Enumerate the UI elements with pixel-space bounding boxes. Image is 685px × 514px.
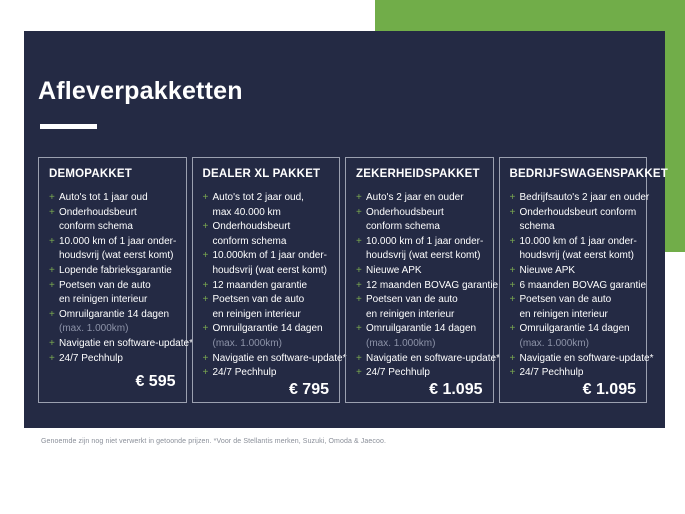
- package-price: € 1.095: [582, 380, 636, 398]
- feature-item: [203, 191, 332, 220]
- feature-line: 10.000 km of 1 jaar onder-: [519, 235, 637, 247]
- feature-text: [59, 337, 193, 352]
- feature-text: [366, 352, 500, 367]
- feature-item: [49, 191, 178, 206]
- feature-line: Navigatie en software-update*: [59, 337, 193, 349]
- feature-item: [203, 322, 332, 351]
- feature-item: [510, 264, 639, 279]
- feature-text: [213, 249, 332, 278]
- package-title: DEMOPAKKET: [49, 168, 132, 180]
- feature-text: [366, 293, 485, 322]
- feature-line: 12 maanden BOVAG garantie: [366, 279, 499, 291]
- plus-icon: +: [356, 294, 362, 306]
- feature-line: max 40.000 km: [212, 206, 281, 218]
- feature-item: [509, 279, 647, 294]
- feature-text: [212, 352, 347, 367]
- feature-item: [49, 235, 178, 264]
- feature-item: [356, 352, 500, 367]
- feature-line: Omruilgarantie 14 dagen: [59, 308, 170, 320]
- plus-icon: +: [356, 352, 362, 364]
- packages-panel: [24, 31, 668, 428]
- feature-line: conform schema: [212, 235, 287, 247]
- feature-text: [59, 191, 178, 206]
- plus-icon: +: [202, 323, 209, 335]
- package-price: € 595: [135, 373, 176, 390]
- package-feature-list: [356, 191, 500, 381]
- feature-text: [213, 191, 332, 220]
- feature-item: [510, 366, 639, 381]
- feature-text: [366, 279, 499, 294]
- package-card: [38, 157, 193, 403]
- feature-text: [366, 264, 485, 279]
- feature-text: [366, 322, 485, 351]
- feature-item: [203, 279, 332, 294]
- feature-line: Omruilgarantie 14 dagen: [212, 323, 323, 335]
- plus-icon: +: [356, 235, 362, 247]
- feature-text: [59, 206, 178, 235]
- feature-text: [366, 366, 485, 381]
- feature-line: Poetsen van de auto: [519, 294, 612, 306]
- plus-icon: +: [202, 221, 209, 233]
- feature-line: en reinigen interieur: [366, 308, 455, 320]
- package-title: ZEKERHEIDSPAKKET: [356, 168, 480, 180]
- feature-item: [356, 235, 485, 264]
- feature-line: houdsvrij (wat eerst komt): [212, 264, 327, 276]
- feature-item: [203, 293, 332, 322]
- feature-line: Onderhoudsbeurt conform: [519, 206, 637, 218]
- plus-icon: +: [509, 264, 516, 276]
- feature-line: Omruilgarantie 14 dagen: [366, 323, 477, 335]
- feature-item: [509, 352, 654, 367]
- package-card: [192, 157, 347, 403]
- feature-item: [509, 191, 650, 206]
- plus-icon: +: [509, 279, 516, 291]
- footnote-text: Genoemde zijn nog niet verwerkt in getoonde prijzen. *Voor de Stellantis merken, Suzuki, Omoda & Jaecoo.: [41, 438, 387, 445]
- feature-line: (max. 1.000km): [519, 337, 589, 349]
- feature-line: Auto's 2 jaar en ouder: [366, 192, 464, 203]
- plus-icon: +: [356, 192, 362, 203]
- feature-line: Lopende fabrieksgarantie: [59, 264, 172, 276]
- plus-icon: +: [49, 279, 55, 291]
- plus-icon: +: [49, 206, 55, 218]
- package-feature-list: [509, 191, 654, 381]
- feature-item: [49, 264, 178, 279]
- feature-line: (max. 1.000km): [212, 337, 282, 349]
- package-title: BEDRIJFSWAGENSPAKKET: [509, 168, 668, 180]
- plus-icon: +: [49, 264, 55, 276]
- feature-text: [519, 279, 647, 294]
- plus-icon: +: [356, 367, 362, 379]
- feature-item: [203, 220, 332, 249]
- feature-text: [520, 293, 639, 322]
- feature-text: [520, 322, 639, 351]
- title-underline: [40, 124, 97, 129]
- feature-line: Navigatie en software-update*: [519, 352, 654, 364]
- feature-line: Poetsen van de auto: [59, 279, 151, 291]
- feature-text: [520, 366, 639, 381]
- feature-text: [59, 279, 178, 308]
- feature-line: Navigatie en software-update*: [212, 352, 347, 364]
- package-feature-list: [49, 191, 193, 366]
- feature-text: [519, 352, 654, 367]
- package-card: [345, 157, 500, 403]
- feature-item: [510, 293, 639, 322]
- feature-line: Nieuwe APK: [366, 264, 422, 276]
- package-cards-row: [38, 157, 668, 403]
- feature-line: Nieuwe APK: [519, 264, 576, 276]
- feature-text: [520, 235, 639, 264]
- plus-icon: +: [49, 192, 55, 203]
- feature-text: [520, 264, 639, 279]
- feature-item: [203, 249, 332, 278]
- plus-icon: +: [202, 279, 209, 291]
- feature-line: 10.000 km of 1 jaar onder-: [59, 235, 177, 247]
- plus-icon: +: [49, 235, 55, 247]
- feature-text: [366, 191, 485, 206]
- plus-icon: +: [356, 206, 362, 218]
- plus-icon: +: [509, 352, 516, 364]
- plus-icon: +: [356, 323, 362, 335]
- feature-text: [366, 235, 485, 264]
- feature-text: [213, 293, 332, 322]
- feature-line: schema: [519, 221, 555, 233]
- plus-icon: +: [202, 250, 209, 262]
- plus-icon: +: [202, 294, 209, 306]
- feature-text: [520, 206, 639, 235]
- plus-icon: +: [202, 367, 209, 379]
- feature-line: (max. 1.000km): [366, 337, 436, 349]
- feature-text: [519, 191, 650, 206]
- feature-item: [356, 264, 485, 279]
- feature-line: 24/7 Pechhulp: [212, 367, 277, 379]
- feature-item: [510, 322, 639, 351]
- plus-icon: +: [202, 192, 209, 203]
- feature-line: conform schema: [59, 221, 133, 233]
- plus-icon: +: [356, 279, 362, 291]
- plus-icon: +: [356, 264, 362, 276]
- feature-line: Auto's tot 2 jaar oud,: [212, 192, 304, 203]
- feature-line: Navigatie en software-update*: [366, 352, 500, 364]
- feature-line: houdsvrij (wat eerst komt): [366, 250, 481, 262]
- feature-text: [213, 220, 332, 249]
- feature-item: [356, 366, 485, 381]
- page-title: Afleverpakketten: [38, 77, 243, 105]
- feature-line: houdsvrij (wat eerst komt): [519, 250, 634, 262]
- feature-item: [510, 206, 639, 235]
- feature-line: houdsvrij (wat eerst komt): [59, 250, 174, 262]
- feature-item: [49, 337, 193, 352]
- feature-item: [203, 366, 332, 381]
- feature-item: [356, 191, 485, 206]
- package-price: € 1.095: [429, 380, 483, 398]
- feature-line: en reinigen interieur: [519, 308, 608, 320]
- package-title: DEALER XL PAKKET: [202, 168, 321, 180]
- feature-line: conform schema: [366, 221, 440, 233]
- plus-icon: +: [202, 352, 209, 364]
- feature-text: [213, 322, 332, 351]
- feature-item: [356, 279, 499, 294]
- feature-line: en reinigen interieur: [212, 308, 301, 320]
- feature-item: [356, 322, 485, 351]
- feature-line: 10.000km of 1 jaar onder-: [212, 250, 328, 262]
- feature-line: Poetsen van de auto: [212, 294, 305, 306]
- feature-text: [213, 366, 332, 381]
- feature-line: Bedrijfsauto's 2 jaar en ouder: [519, 192, 650, 203]
- feature-item: [356, 206, 485, 235]
- feature-line: (max. 1.000km): [59, 323, 129, 335]
- feature-item: [356, 293, 485, 322]
- feature-text: [366, 206, 485, 235]
- feature-line: Onderhoudsbeurt: [59, 206, 137, 218]
- plus-icon: +: [49, 337, 55, 349]
- package-price: € 795: [288, 380, 329, 398]
- plus-icon: +: [509, 192, 516, 203]
- feature-text: [213, 279, 332, 294]
- feature-line: Onderhoudsbeurt: [366, 206, 444, 218]
- feature-line: Auto's tot 1 jaar oud: [59, 192, 148, 203]
- plus-icon: +: [509, 235, 516, 247]
- plus-icon: +: [509, 206, 516, 218]
- feature-line: Poetsen van de auto: [366, 294, 458, 306]
- feature-line: 24/7 Pechhulp: [519, 367, 584, 379]
- package-feature-list: [202, 191, 347, 381]
- feature-text: [59, 352, 178, 367]
- feature-item: [510, 235, 639, 264]
- feature-text: [59, 308, 178, 337]
- feature-item: [202, 352, 347, 367]
- feature-text: [59, 235, 178, 264]
- plus-icon: +: [509, 323, 516, 335]
- plus-icon: +: [509, 294, 516, 306]
- feature-line: Omruilgarantie 14 dagen: [519, 323, 630, 335]
- feature-line: 6 maanden BOVAG garantie: [519, 279, 647, 291]
- package-card: [499, 157, 668, 403]
- feature-item: [49, 206, 178, 235]
- feature-line: 10.000 km of 1 jaar onder-: [366, 235, 484, 247]
- feature-line: 24/7 Pechhulp: [59, 352, 123, 364]
- plus-icon: +: [509, 367, 516, 379]
- plus-icon: +: [49, 352, 55, 364]
- feature-line: en reinigen interieur: [59, 294, 148, 306]
- feature-item: [49, 352, 178, 367]
- feature-text: [59, 264, 178, 279]
- plus-icon: +: [49, 308, 55, 320]
- feature-line: 12 maanden garantie: [212, 279, 308, 291]
- feature-item: [49, 279, 178, 308]
- feature-line: 24/7 Pechhulp: [366, 367, 430, 379]
- feature-item: [49, 308, 178, 337]
- feature-line: Onderhoudsbeurt: [212, 221, 291, 233]
